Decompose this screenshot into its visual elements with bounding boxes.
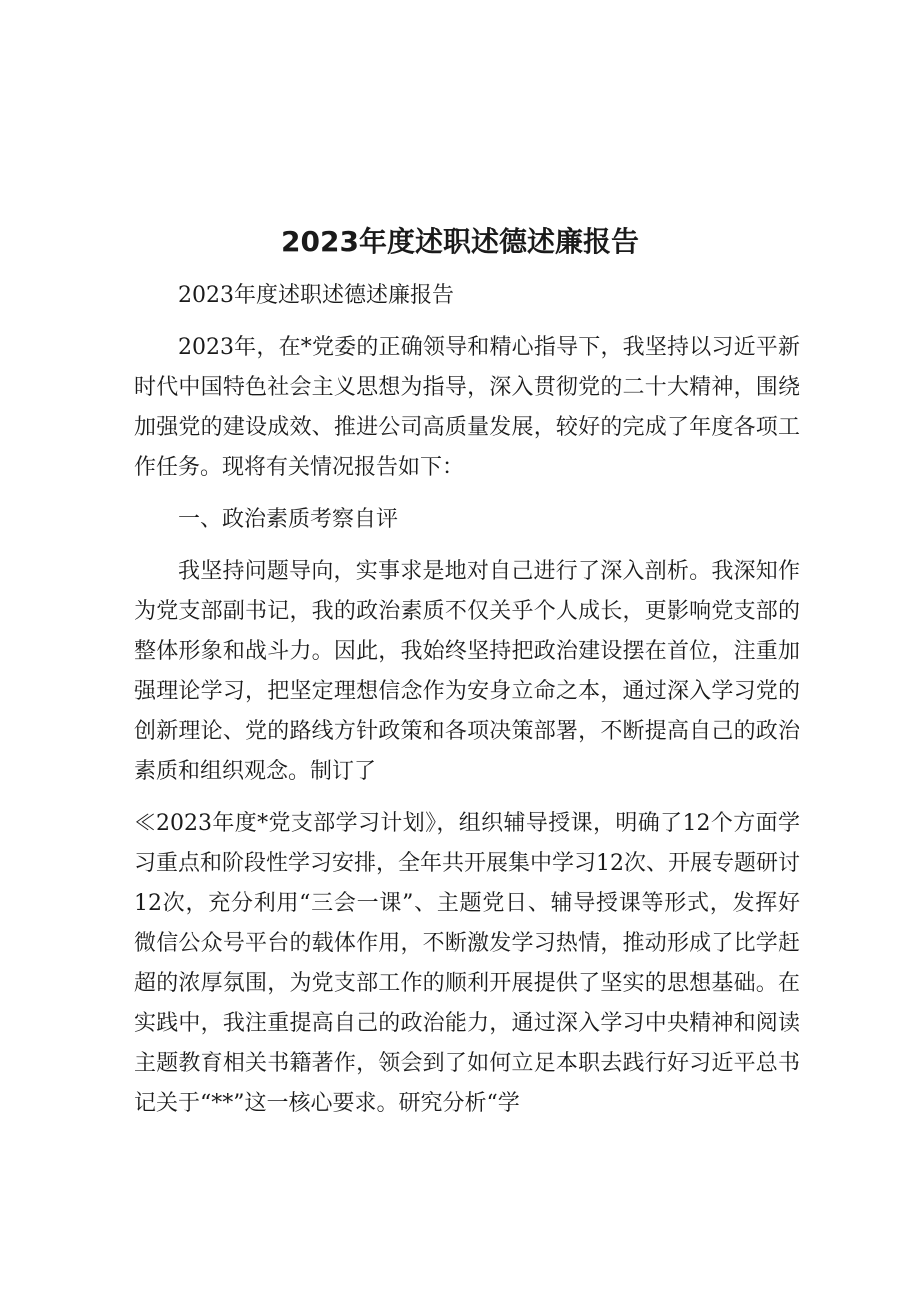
subtitle-paragraph: 2023年度述职述德述廉报告	[178, 283, 454, 308]
document-title: 2023年度述职述德述廉报告	[281, 225, 639, 258]
document-body	[134, 276, 800, 1136]
study-plan-paragraph: ≪2023年度*党支部学习计划》，组织辅导授课，明确了12个方面学习重点和阶段性学习安排，全年共开展集中学习12次、开展专题研讨12次，充分利用“三会一课”、主题党日、辅导授课等形式，发挥好微信公众号平台的载体作用，不断激发学习热情，推动形成了比学赶超的浓厚氛围，为党支部工作的顺利开展提供了坚实的思想基础。在实践中，我注重提高自己的政治能力，通过深入学习中央精神和阅读主题教育相关书籍著作，领会到了如何立足本职去践行好习近平总书记关于“**”这一核心要求。研究分析“学	[134, 811, 800, 1116]
intro-paragraph: 2023年，在*党委的正确领导和精心指导下，我坚持以习近平新时代中国特色社会主义思想为指导，深入贯彻党的二十大精神，围绕加强党的建设成效、推进公司高质量发展，较好的完成了年度各项工作任务。现将有关情况报告如下：	[134, 335, 800, 480]
section-heading: 一、政治素质考察自评	[178, 507, 399, 532]
self-assessment-paragraph: 我坚持问题导向，实事求是地对自己进行了深入剖析。我深知作为党支部副书记，我的政治素质不仅关乎个人成长，更影响党支部的整体形象和战斗力。因此，我始终坚持把政治建设摆在首位，注重加强理论学习，把坚定理想信念作为安身立命之本，通过深入学习党的创新理论、党的路线方针政策和各项决策部署，不断提高自己的政治素质和组织观念。制订了	[134, 559, 800, 784]
